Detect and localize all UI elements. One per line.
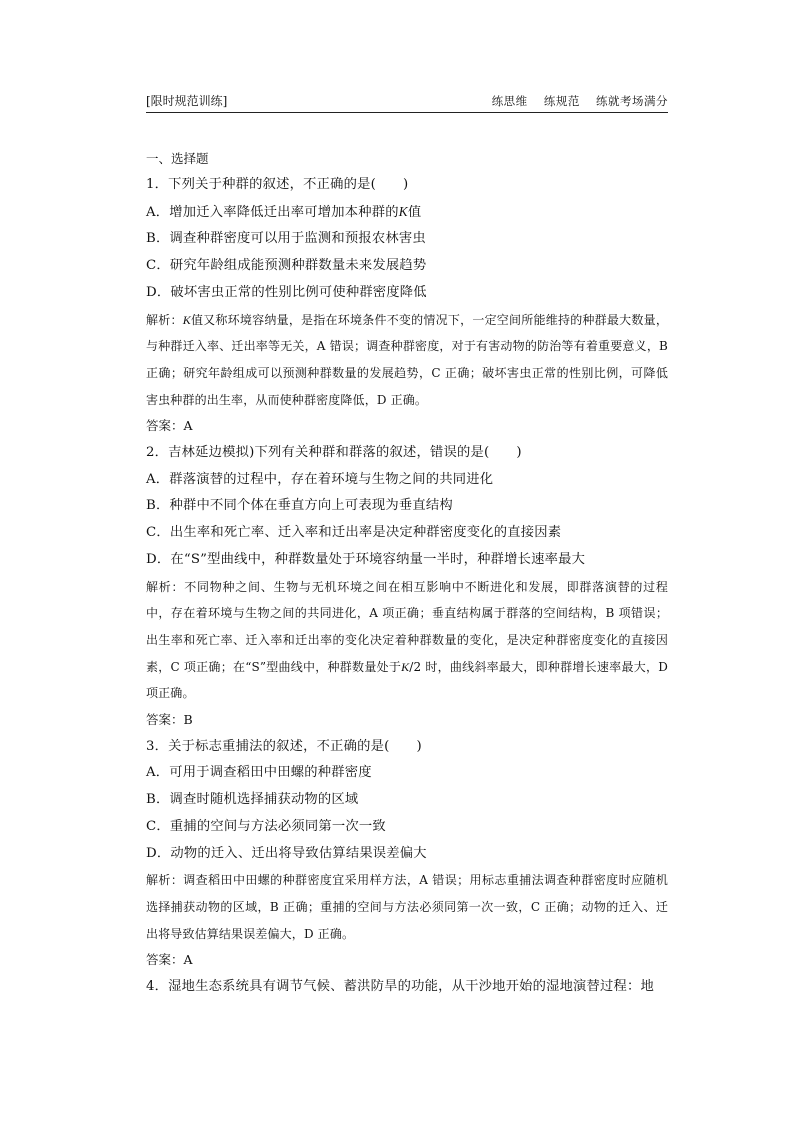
- header-slogan-2: 练规范: [543, 94, 580, 108]
- option-text: A．增加迁入率降低迁出率可增加本种群的: [146, 204, 399, 220]
- question-3-analysis: [146, 867, 668, 947]
- header-left-label: [限时规范训练]: [146, 94, 228, 108]
- analysis-text: 不同物种之间、生物与无机环境之间在相互影响中不断进化和发展，即群落演替的过程中，存在着环境与生物之间的共同进化，A 项正确；垂直结构属于群落的空间结构，B 项错误；出生率和死亡率、迁入率和迁出率的变化决定着种群数量的变化，是决定种群密度变化的直接因素，C 项正确；在“S”型曲线中，种群数量处于: [146, 579, 668, 674]
- question-1-option-c: C．研究年龄组成能预测种群数量未来发展趋势: [146, 258, 427, 274]
- question-3-option-c: C．重捕的空间与方法必须同第一次一致: [146, 818, 386, 834]
- question-3-option-d: D．动物的迁入、迁出将导致估算结果误差偏大: [146, 845, 427, 861]
- question-2-option-a: A．群落演替的过程中，存在着环境与生物之间的共同进化: [146, 471, 494, 487]
- question-4: [146, 974, 668, 1001]
- header-slogan: [480, 93, 668, 109]
- analysis-text: 值又称环境容纳量，是指在环境条件不变的情况下，一定空间所能维持的种群最大数量，与种群迁入率、迁出率等无关，A 错误；调查种群密度，对于有害动物的防治等有着重要意义，B 正确；研究年龄组成可以预测种群数量的发展趋势，C 正确；破坏害虫正常的性别比例，可降低害虫种群的出生率，从而使种群密度降低，D 正确。: [146, 312, 668, 407]
- question-1-answer: 答案：A: [146, 418, 193, 434]
- question-1-option-a: [146, 199, 668, 227]
- analysis-label: 解析：: [146, 873, 184, 888]
- header-slogan-3: 练就考场满分: [596, 94, 668, 108]
- option-tail: 值: [407, 204, 422, 220]
- question-3-option-b: B．调查时随机选择捕获动物的区域: [146, 792, 359, 808]
- section-title: 一、选择题: [146, 151, 209, 166]
- question-1-stem: 1．下列关于种群的叙述，不正确的是( ): [146, 177, 409, 192]
- question-3-stem: 3．关于标志重捕法的叙述，不正确的是( ): [146, 738, 422, 754]
- question-3-option-a: A．可用于调查稻田中田螺的种群密度: [146, 765, 372, 781]
- question-2-option-d: D．在“S”型曲线中，种群数量处于环境容纳量一半时，种群增长速率最大: [146, 551, 586, 567]
- question-4-stem: 4．湿地生态系统具有调节气候、蓄洪防旱的功能，从干沙地开始的湿地演替过程：地: [146, 979, 655, 995]
- question-2-answer: 答案：B: [146, 712, 193, 728]
- variable-k: K: [401, 659, 410, 674]
- question-2-option-c: C．出生率和死亡率、迁入率和迁出率是决定种群密度变化的直接因素: [146, 525, 562, 541]
- analysis-text: 调查稻田中田螺的种群密度宜采用样方法，A 错误；用标志重捕法调查种群密度时应随机选择捕获动物的区域，B 正确；重捕的空间与方法必须同第一次一致，C 正确；动物的迁入、迁出将导致估算结果误差偏大，D 正确。: [146, 873, 669, 941]
- question-3-answer: 答案：A: [146, 952, 193, 968]
- question-2-analysis: [146, 574, 668, 708]
- question-2: [146, 440, 668, 734]
- analysis-label: 解析：: [146, 312, 183, 327]
- analysis-text-tail: /2 时，曲线斜率最大，即种群增长速率最大，D 项正确。: [146, 659, 668, 701]
- page-header: [146, 92, 668, 113]
- question-1-option-d: D．破坏害虫正常的性别比例可使种群密度降低: [146, 284, 427, 300]
- variable-k: K: [398, 203, 408, 219]
- question-1: [146, 172, 668, 440]
- question-2-option-b: B．种群中不同个体在垂直方向上可表现为垂直结构: [146, 498, 453, 514]
- question-1-option-b: B．调查种群密度可以用于监测和预报农林害虫: [146, 231, 426, 247]
- question-1-analysis: [146, 307, 668, 414]
- question-3: [146, 734, 668, 974]
- header-slogan-1: 练思维: [491, 94, 528, 108]
- page: [146, 92, 668, 1001]
- question-2-stem: 2．吉林延边模拟)下列有关种群和群落的叙述，错误的是( ): [146, 445, 522, 461]
- analysis-label: 解析：: [146, 579, 185, 594]
- variable-k: K: [182, 312, 191, 327]
